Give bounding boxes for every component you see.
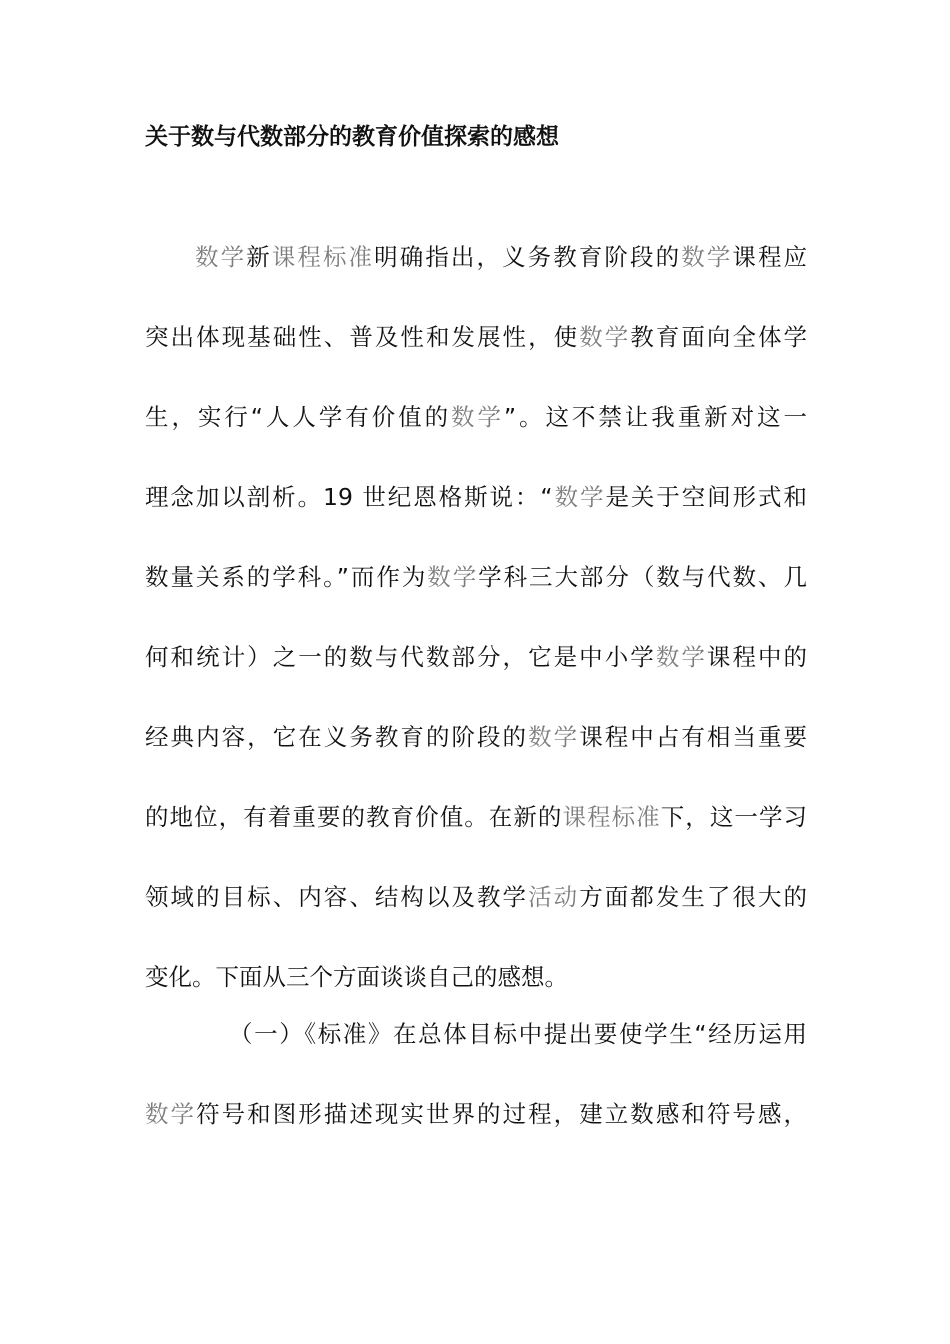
text-run: 课程中的: [706, 643, 808, 671]
text-run: 符号和图形描述现实世界的过程，建立数感和符号感，: [196, 1100, 808, 1128]
highlighted-term: 数学: [552, 483, 606, 511]
text-run: 下，这一学习: [660, 803, 808, 831]
highlighted-term: 数学: [451, 403, 504, 431]
text-run: 数量关系的学科。”而作为: [145, 563, 428, 591]
text-run: 理念加以剖析。19 世纪恩格斯说：“: [145, 483, 553, 511]
text-line: [145, 639, 807, 719]
text-line: [145, 799, 807, 879]
text-run: 教育面向全体学: [630, 323, 808, 351]
highlighted-term: 数学: [655, 643, 707, 671]
text-line: [145, 1016, 807, 1096]
highlighted-term: 课程标准: [562, 803, 661, 831]
text-run: 经典内容，它在义务教育的阶段的: [145, 723, 529, 751]
highlighted-term: 数学: [427, 563, 479, 591]
highlighted-term: 数学: [528, 723, 580, 751]
highlighted-term: 活动: [528, 883, 580, 911]
text-run: 何和统计）之一的数与代数部分，它是中小学: [145, 643, 656, 671]
text-run: 是关于空间形式和: [605, 483, 807, 511]
text-run: 变化。下面从三个方面谈谈自己的感想。: [145, 963, 568, 991]
text-run: 的地位，有着重要的教育价值。在新的: [145, 803, 563, 831]
text-line: [145, 719, 807, 799]
text-line: [145, 879, 807, 959]
text-run: 课程应: [732, 243, 808, 271]
text-run: ”。这不禁让我重新对这一: [503, 403, 807, 431]
text-run: 方面都发生了很大的: [579, 883, 808, 911]
text-run: 明确指出，义务教育阶段的: [374, 243, 682, 271]
text-line: [145, 1096, 807, 1176]
document-title: 关于数与代数部分的教育价值探索的感想: [145, 124, 559, 150]
text-line: [145, 399, 807, 479]
text-run: 新: [246, 243, 272, 271]
text-run: 学科三大部分（数与代数、几: [478, 563, 807, 591]
highlighted-term: 数学: [681, 243, 733, 271]
paragraph-1: [145, 239, 807, 1039]
text-line: [145, 239, 807, 319]
highlighted-term: 数学: [579, 323, 631, 351]
text-run: 课程中占有相当重要: [579, 723, 808, 751]
text-run: 生，实行“人人学有价值的: [145, 403, 452, 431]
text-line: [145, 559, 807, 639]
paragraph-2: [145, 1016, 807, 1176]
text-run: 突出体现基础性、普及性和发展性，使: [145, 323, 580, 351]
text-run: 领域的目标、内容、结构以及教学: [145, 883, 529, 911]
text-line: [145, 319, 807, 399]
highlighted-term: 数学: [145, 1100, 197, 1128]
highlighted-term: 课程标准: [271, 243, 375, 271]
text-run: （一）《标准》在总体目标中提出要使学生“经历运用: [229, 1020, 807, 1048]
text-line: [145, 479, 807, 559]
highlighted-term: 数学: [195, 243, 247, 271]
